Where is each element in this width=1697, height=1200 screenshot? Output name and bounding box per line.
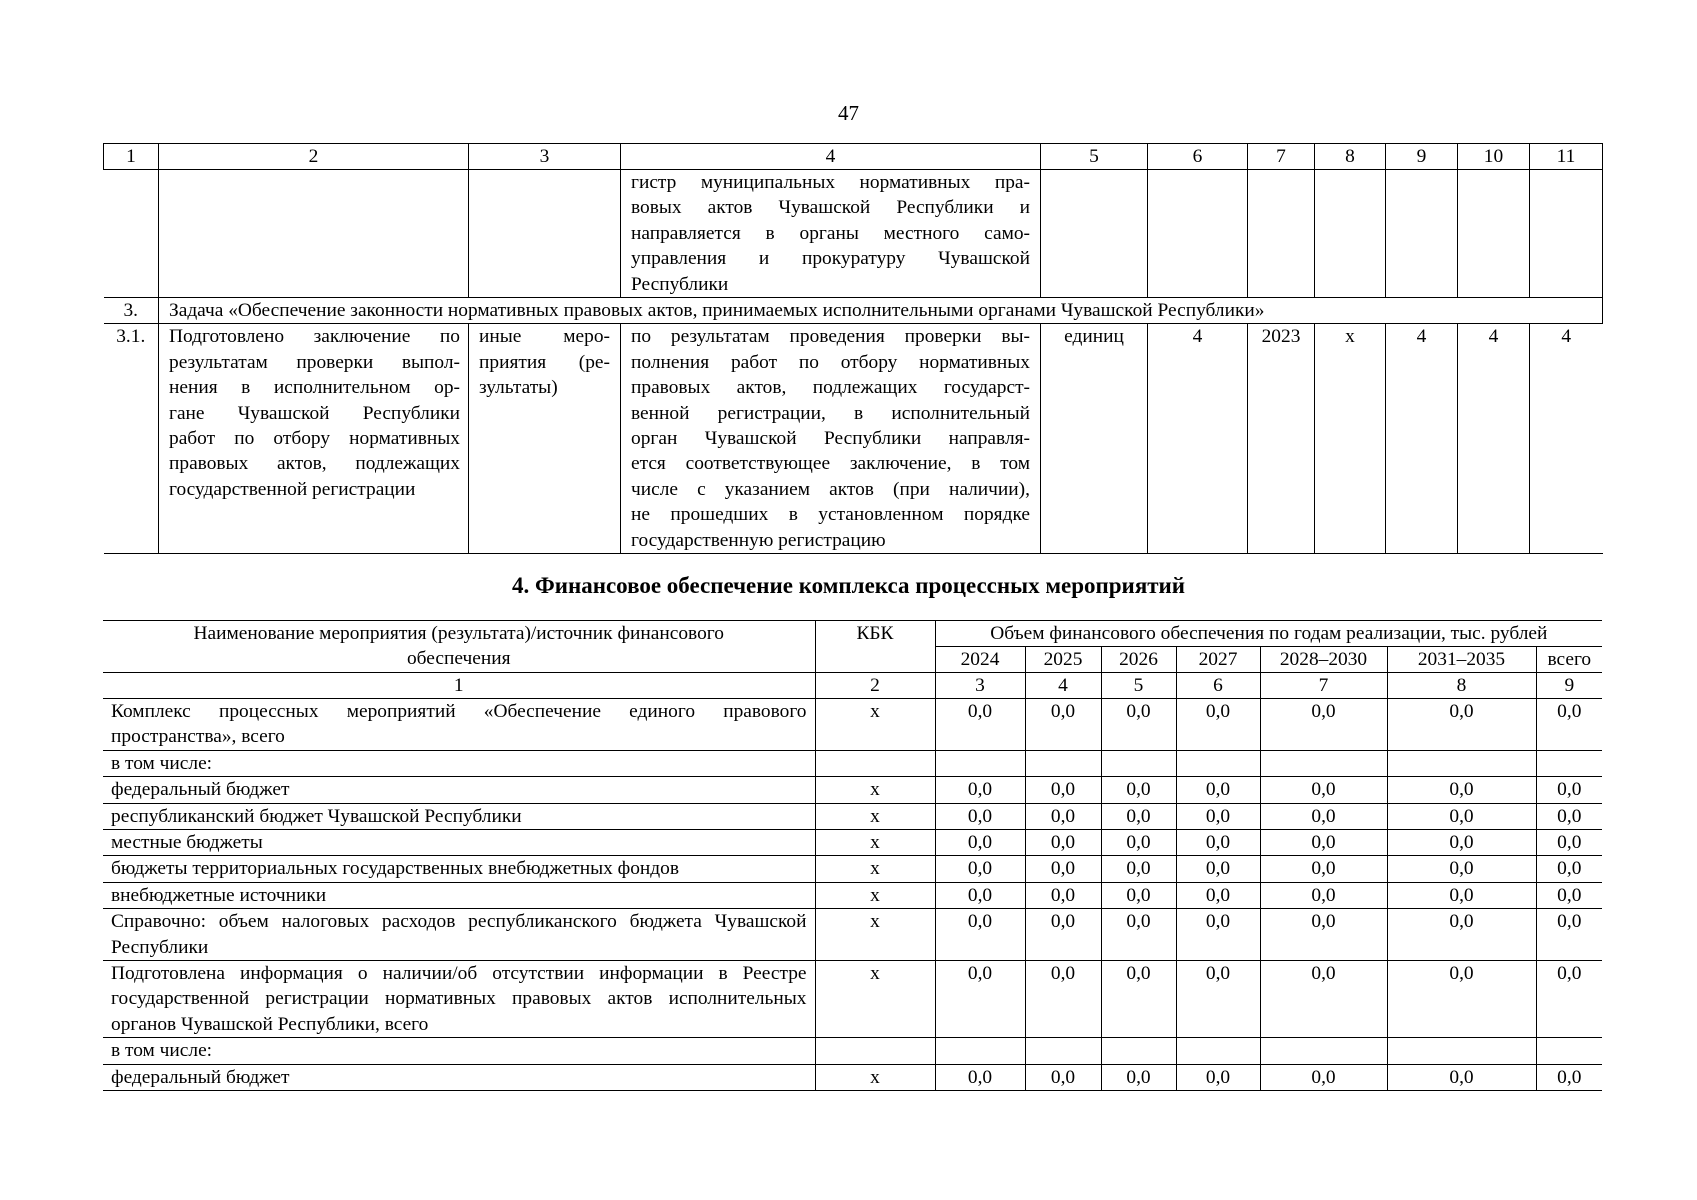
row-value: 0,0 [1260, 856, 1387, 882]
row-value: 0,0 [1260, 777, 1387, 803]
row-total: 0,0 [1536, 961, 1602, 1038]
row-value: 0,0 [1260, 909, 1387, 961]
row-value: 0,0 [1025, 1064, 1101, 1090]
row-value: 0,0 [935, 882, 1025, 908]
financing-table [103, 620, 1602, 1091]
row-value: 0,0 [1101, 882, 1176, 908]
row-value: 0,0 [1101, 909, 1176, 961]
row-total: 0,0 [1536, 699, 1602, 751]
empty-cell [1041, 170, 1148, 298]
row-value [1387, 750, 1536, 776]
base-year: 2023 [1248, 324, 1315, 554]
row-kbk: х [815, 856, 935, 882]
row-value: 0,0 [1025, 961, 1101, 1038]
row-name: федеральный бюджет [103, 1064, 815, 1090]
unit: единиц [1041, 324, 1148, 554]
activities-table [103, 143, 1603, 554]
section-title: 4. Финансовое обеспечение комплекса процессных мероприятий [511, 573, 1186, 598]
row-total: 0,0 [1536, 909, 1602, 961]
table1-column-numbers [104, 144, 1603, 170]
col-number: 4 [621, 144, 1041, 170]
row-value [935, 1038, 1025, 1064]
row-value: 0,0 [935, 777, 1025, 803]
row-value: 0,0 [935, 909, 1025, 961]
empty-cell [1315, 170, 1386, 298]
col-number: 8 [1315, 144, 1386, 170]
row-value: 0,0 [1260, 699, 1387, 751]
row-value: 0,0 [1101, 699, 1176, 751]
task-row [104, 298, 1603, 324]
activity-result: Подготовлено заключение по результатам проверки выпол- нения в исполнительном ор- гане Чувашской Республики работ по отбору нормативных правовых актов, подлежащих государственной регистрации [159, 324, 469, 554]
col-number: 10 [1458, 144, 1530, 170]
row-total: 0,0 [1536, 777, 1602, 803]
row-value: 0,0 [1387, 1064, 1536, 1090]
table-row [103, 1038, 1602, 1064]
row-value [1176, 750, 1260, 776]
row-value: 0,0 [1025, 909, 1101, 961]
value-col11: 4 [1530, 324, 1603, 554]
row-value [1260, 1038, 1387, 1064]
row-value: 0,0 [1176, 777, 1260, 803]
empty-cell [1530, 170, 1603, 298]
empty-cell [469, 170, 621, 298]
header-name: Наименование мероприятия (результата)/источник финансового обеспечения [103, 621, 815, 673]
col-number: 6 [1148, 144, 1248, 170]
page-number: 47 [838, 101, 859, 125]
row-value: 0,0 [935, 699, 1025, 751]
base-value: 4 [1148, 324, 1248, 554]
row-kbk: х [815, 882, 935, 908]
col-number: 3 [469, 144, 621, 170]
row-name: Подготовлена информация о наличии/об отсутствии информации в Реестре государственной регистрации нормативных правовых актов исполнительных органов Чувашской Республики, всего [103, 961, 815, 1038]
activity-number: 3.1. [104, 324, 159, 554]
row-total: 0,0 [1536, 830, 1602, 856]
activity-row [104, 324, 1603, 554]
row-value: 0,0 [1025, 830, 1101, 856]
col-number: 6 [1176, 673, 1260, 699]
row-total [1536, 750, 1602, 776]
row-name: республиканский бюджет Чувашской Республики [103, 803, 815, 829]
row-value [935, 750, 1025, 776]
table-row [103, 777, 1602, 803]
header-total: всего [1536, 647, 1602, 673]
row-value: 0,0 [1101, 961, 1176, 1038]
table-row [103, 882, 1602, 908]
row-name: Комплекс процессных мероприятий «Обеспечение единого правового пространства», всего [103, 699, 815, 751]
table2-header-row1 [103, 621, 1602, 647]
row-value: 0,0 [1176, 830, 1260, 856]
empty-cell [1386, 170, 1458, 298]
empty-cell [159, 170, 469, 298]
row-kbk: х [815, 777, 935, 803]
task-number: 3. [104, 298, 159, 324]
row-value: 0,0 [1101, 1064, 1176, 1090]
table-row [103, 909, 1602, 961]
row-value: 0,0 [935, 1064, 1025, 1090]
col-number: 9 [1536, 673, 1602, 699]
row-value: 0,0 [1176, 699, 1260, 751]
row-total: 0,0 [1536, 856, 1602, 882]
row-value [1387, 1038, 1536, 1064]
col-number: 5 [1041, 144, 1148, 170]
row-value: 0,0 [1387, 909, 1536, 961]
col-number: 5 [1101, 673, 1176, 699]
row-value: 0,0 [1260, 803, 1387, 829]
row-value [1260, 750, 1387, 776]
row-value: 0,0 [1025, 882, 1101, 908]
row-total: 0,0 [1536, 882, 1602, 908]
row-value: 0,0 [1101, 856, 1176, 882]
header-year: 2027 [1176, 647, 1260, 673]
header-year: 2026 [1101, 647, 1176, 673]
row-value [1101, 750, 1176, 776]
row-name: местные бюджеты [103, 830, 815, 856]
empty-cell [104, 170, 159, 298]
row-value: 0,0 [1176, 856, 1260, 882]
row-name: в том числе: [103, 1038, 815, 1064]
row-value: 0,0 [1387, 830, 1536, 856]
header-year: 2025 [1025, 647, 1101, 673]
row-total: 0,0 [1536, 1064, 1602, 1090]
row-value: 0,0 [1387, 961, 1536, 1038]
value-col10: 4 [1458, 324, 1530, 554]
col-number: 11 [1530, 144, 1603, 170]
header-kbk: КБК [815, 621, 935, 673]
table-row [103, 961, 1602, 1038]
row-value: 0,0 [1101, 777, 1176, 803]
col-number: 7 [1260, 673, 1387, 699]
activity-type: иные меро- приятия (ре- зультаты) [469, 324, 621, 554]
table-row [103, 856, 1602, 882]
row-value: 0,0 [1025, 699, 1101, 751]
row-value: 0,0 [1387, 856, 1536, 882]
col-number: 2 [815, 673, 935, 699]
row-value: 0,0 [1260, 882, 1387, 908]
row-value: 0,0 [1176, 961, 1260, 1038]
col-number: 4 [1025, 673, 1101, 699]
table-row [103, 1064, 1602, 1090]
row-value: 0,0 [1176, 882, 1260, 908]
header-year: 2024 [935, 647, 1025, 673]
continuation-description: гистр муниципальных нормативных пра- вовых актов Чувашской Республики и направляется в органы местного само- управления и прокуратуру Чувашской Республики [621, 170, 1041, 298]
header-year: 2031–2035 [1387, 647, 1536, 673]
row-value: 0,0 [935, 803, 1025, 829]
col-number: 2 [159, 144, 469, 170]
row-value [1101, 1038, 1176, 1064]
table-row [103, 699, 1602, 751]
continuation-row [104, 170, 1603, 298]
activity-description: по результатам проведения проверки вы- полнения работ по отбору нормативных правовых актов, подлежащих государст- венной регистрации, в исполнительный орган Чувашской Республики направля- ется соответствующее заключение, в том числе с указанием актов (при наличии), не прошедших в установленном порядке государственную регистрацию [621, 324, 1041, 554]
row-kbk: х [815, 909, 935, 961]
table2-column-numbers [103, 673, 1602, 699]
table-row [103, 803, 1602, 829]
row-kbk: х [815, 961, 935, 1038]
row-value: 0,0 [935, 830, 1025, 856]
row-value: 0,0 [1025, 803, 1101, 829]
header-year: 2028–2030 [1260, 647, 1387, 673]
empty-cell [1458, 170, 1530, 298]
row-value: 0,0 [1387, 882, 1536, 908]
row-kbk [815, 1038, 935, 1064]
empty-cell [1248, 170, 1315, 298]
row-value: 0,0 [1176, 1064, 1260, 1090]
header-volume: Объем финансового обеспечения по годам реализации, тыс. рублей [935, 621, 1602, 647]
row-kbk: х [815, 1064, 935, 1090]
row-value: 0,0 [1387, 699, 1536, 751]
row-value [1025, 1038, 1101, 1064]
row-value: 0,0 [1387, 803, 1536, 829]
col-number: 1 [104, 144, 159, 170]
row-value: 0,0 [935, 856, 1025, 882]
row-value: 0,0 [935, 961, 1025, 1038]
empty-cell [1148, 170, 1248, 298]
row-value: 0,0 [1260, 1064, 1387, 1090]
value-col9: 4 [1386, 324, 1458, 554]
row-kbk: х [815, 830, 935, 856]
table-row [103, 750, 1602, 776]
row-name: Справочно: объем налоговых расходов республиканского бюджета Чувашской Республики [103, 909, 815, 961]
row-value: 0,0 [1101, 830, 1176, 856]
row-value: 0,0 [1176, 803, 1260, 829]
row-value: 0,0 [1387, 777, 1536, 803]
task-text: Задача «Обеспечение законности нормативных правовых актов, принимаемых исполнительными органами Чувашской Республики» [159, 298, 1603, 324]
col-number: 8 [1387, 673, 1536, 699]
table-row [103, 830, 1602, 856]
row-name: внебюджетные источники [103, 882, 815, 908]
row-kbk: х [815, 803, 935, 829]
row-total [1536, 1038, 1602, 1064]
row-name: бюджеты территориальных государственных внебюджетных фондов [103, 856, 815, 882]
value-col8: х [1315, 324, 1386, 554]
row-kbk [815, 750, 935, 776]
col-number: 1 [103, 673, 815, 699]
row-total: 0,0 [1536, 803, 1602, 829]
col-number: 9 [1386, 144, 1458, 170]
row-value [1176, 1038, 1260, 1064]
row-name: в том числе: [103, 750, 815, 776]
row-value: 0,0 [1101, 803, 1176, 829]
row-value: 0,0 [1260, 961, 1387, 1038]
col-number: 7 [1248, 144, 1315, 170]
row-kbk: х [815, 699, 935, 751]
row-value: 0,0 [1025, 777, 1101, 803]
col-number: 3 [935, 673, 1025, 699]
row-value: 0,0 [1260, 830, 1387, 856]
row-name: федеральный бюджет [103, 777, 815, 803]
row-value: 0,0 [1176, 909, 1260, 961]
row-value [1025, 750, 1101, 776]
row-value: 0,0 [1025, 856, 1101, 882]
